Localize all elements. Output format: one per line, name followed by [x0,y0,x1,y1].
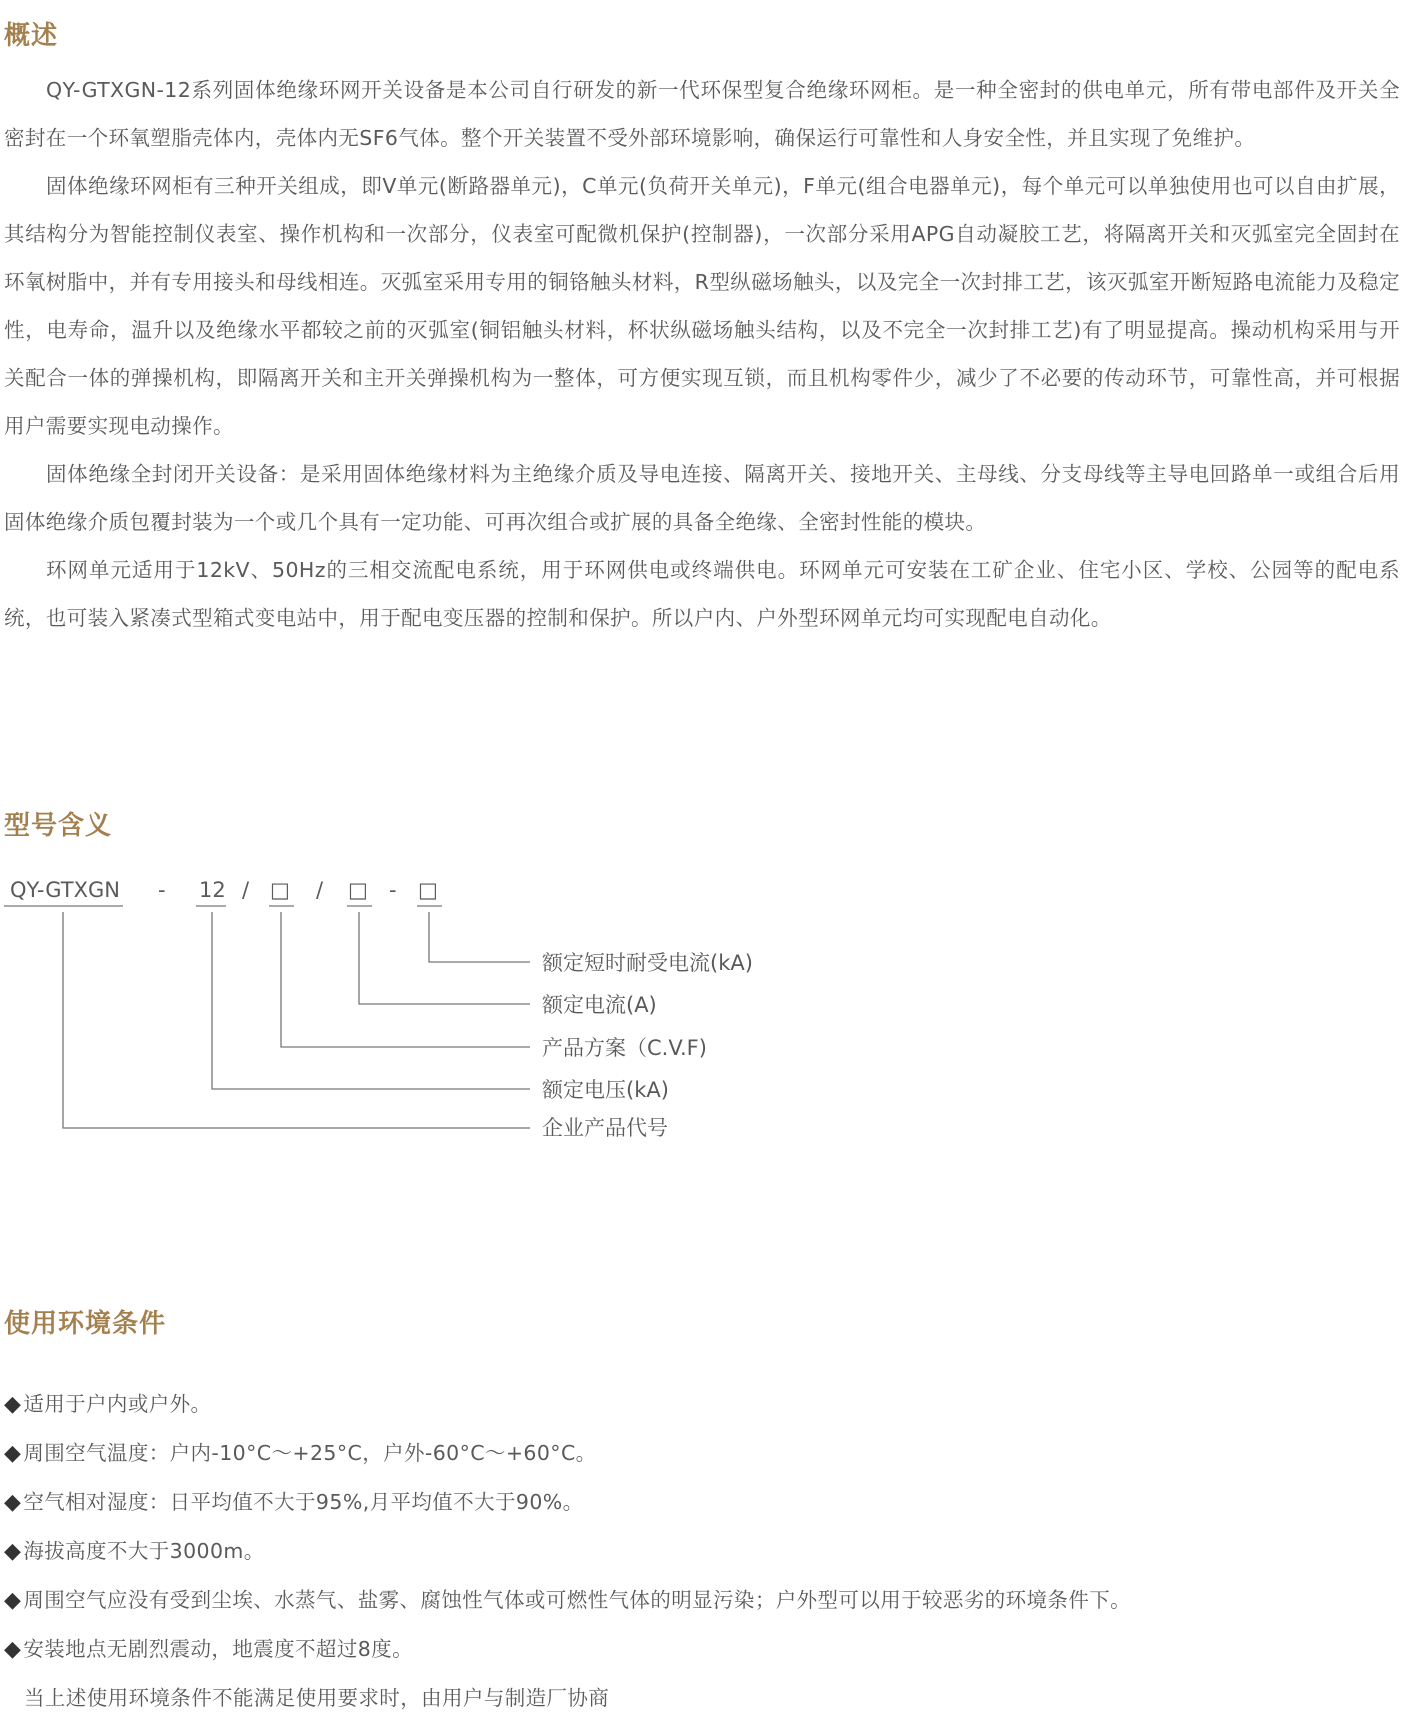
diamond-bullet-icon: ◆ [4,1441,22,1466]
code-slash-1: / [242,878,250,902]
env-item-text: 海拔高度不大于3000m。 [23,1539,265,1563]
label-enterprise-code: 企业产品代号 [542,1116,668,1140]
overview-paragraph-2: 固体绝缘环网柜有三种开关组成，即V单元(断路器单元)，C单元(负荷开关单元)，F单元(组合电器单元)，每个单元可以单独使用也可以自由扩展，其结构分为智能控制仪表室、操作机构和一次部分，仪表室可配微机保护(控制器)，一次部分采用APG自动凝胶工艺，将隔离开关和灭弧室完全固封在环氧树脂中，并有专用接头和母线相连。灭弧室采用专用的铜铬触头材料，R型纵磁场触头，以及完全一次封排工艺，该灭弧室开断短路电流能力及稳定性，电寿命，温升以及绝缘水平都较之前的灭弧室(铜铝触头材料，杯状纵磁场触头结构，以及不完全一次封排工艺)有了明显提高。操动机构采用与开关配合一体的弹操机构，即隔离开关和主开关弹操机构为一整体，可方便实现互锁，而且机构零件少，减少了不必要的传动环节，可靠性高，并可根据用户需要实现电动操作。 [4,174,1400,438]
overview-body [4,66,1400,642]
env-item-5 [4,1576,1400,1625]
env-item-text: 周围空气温度：户内-10°C～+25°C，户外-60°C～+60°C。 [23,1441,597,1465]
diamond-bullet-icon: ◆ [4,1392,22,1417]
overview-paragraph-1: QY-GTXGN-12系列固体绝缘环网开关设备是本公司自行研发的新一代环保型复合绝缘环网柜。是一种全密封的供电单元，所有带电部件及开关全密封在一个环氧塑脂壳体内，壳体内无SF6气体。整个开关装置不受外部环境影响，确保运行可靠性和人身安全性，并且实现了免维护。 [4,78,1400,150]
env-item-1 [4,1380,1400,1429]
diamond-bullet-icon: ◆ [4,1637,22,1662]
code-voltage: 12 [199,878,226,902]
environment-list [4,1380,1400,1722]
env-item-2 [4,1429,1400,1478]
code-box-3: □ [418,878,438,902]
leader-short-time-current [429,912,530,962]
leader-rated-voltage [212,912,530,1089]
env-item-3 [4,1478,1400,1527]
label-short-time-current: 额定短时耐受电流(kA) [542,951,753,975]
code-box-2: □ [348,878,368,902]
environment-title: 使用环境条件 [4,1309,167,1339]
model-title: 型号含义 [4,811,113,841]
overview-title: 概述 [4,21,59,51]
code-dash-1: - [158,878,166,902]
code-slash-2: / [316,878,324,902]
env-item-text: 周围空气应没有受到尘埃、水蒸气、盐雾、腐蚀性气体或可燃性气体的明显污染；户外型可以用于较恶劣的环境条件下。 [23,1588,1132,1612]
env-item-text: 安装地点无剧烈震动，地震度不超过8度。 [23,1637,413,1661]
code-dash-2: - [389,878,397,902]
env-item-6 [4,1625,1400,1674]
label-rated-voltage: 额定电压(kA) [542,1078,669,1102]
env-item-4 [4,1527,1400,1576]
overview-paragraph-4: 环网单元适用于12kV、50Hz的三相交流配电系统，用于环网供电或终端供电。环网单元可安装在工矿企业、住宅小区、学校、公园等的配电系统，也可装入紧凑式型箱式变电站中，用于配电变压器的控制和保护。所以户内、户外型环网单元均可实现配电自动化。 [4,558,1400,630]
leader-scheme [281,912,530,1047]
label-scheme: 产品方案（C.V.F) [542,1036,707,1060]
label-rated-current: 额定电流(A) [542,993,657,1017]
diamond-bullet-icon: ◆ [4,1539,22,1564]
env-item-text: 空气相对湿度：日平均值不大于95%,月平均值不大于90%。 [23,1490,584,1514]
leader-rated-current [359,912,530,1004]
code-prefix: QY-GTXGN [10,878,120,902]
code-box-1: □ [270,878,290,902]
diamond-bullet-icon: ◆ [4,1490,22,1515]
env-note: 当上述使用环境条件不能满足使用要求时，由用户与制造厂协商 [24,1686,610,1710]
env-item-text: 适用于户内或户外。 [23,1392,212,1416]
leader-enterprise-code [63,912,530,1128]
model-code-diagram [0,860,1405,1150]
diamond-bullet-icon: ◆ [4,1588,22,1613]
overview-paragraph-3: 固体绝缘全封闭开关设备：是采用固体绝缘材料为主绝缘介质及导电连接、隔离开关、接地开关、主母线、分支母线等主导电回路单一或组合后用固体绝缘介质包覆封装为一个或几个具有一定功能、可再次组合或扩展的具备全绝缘、全密封性能的模块。 [4,462,1400,534]
